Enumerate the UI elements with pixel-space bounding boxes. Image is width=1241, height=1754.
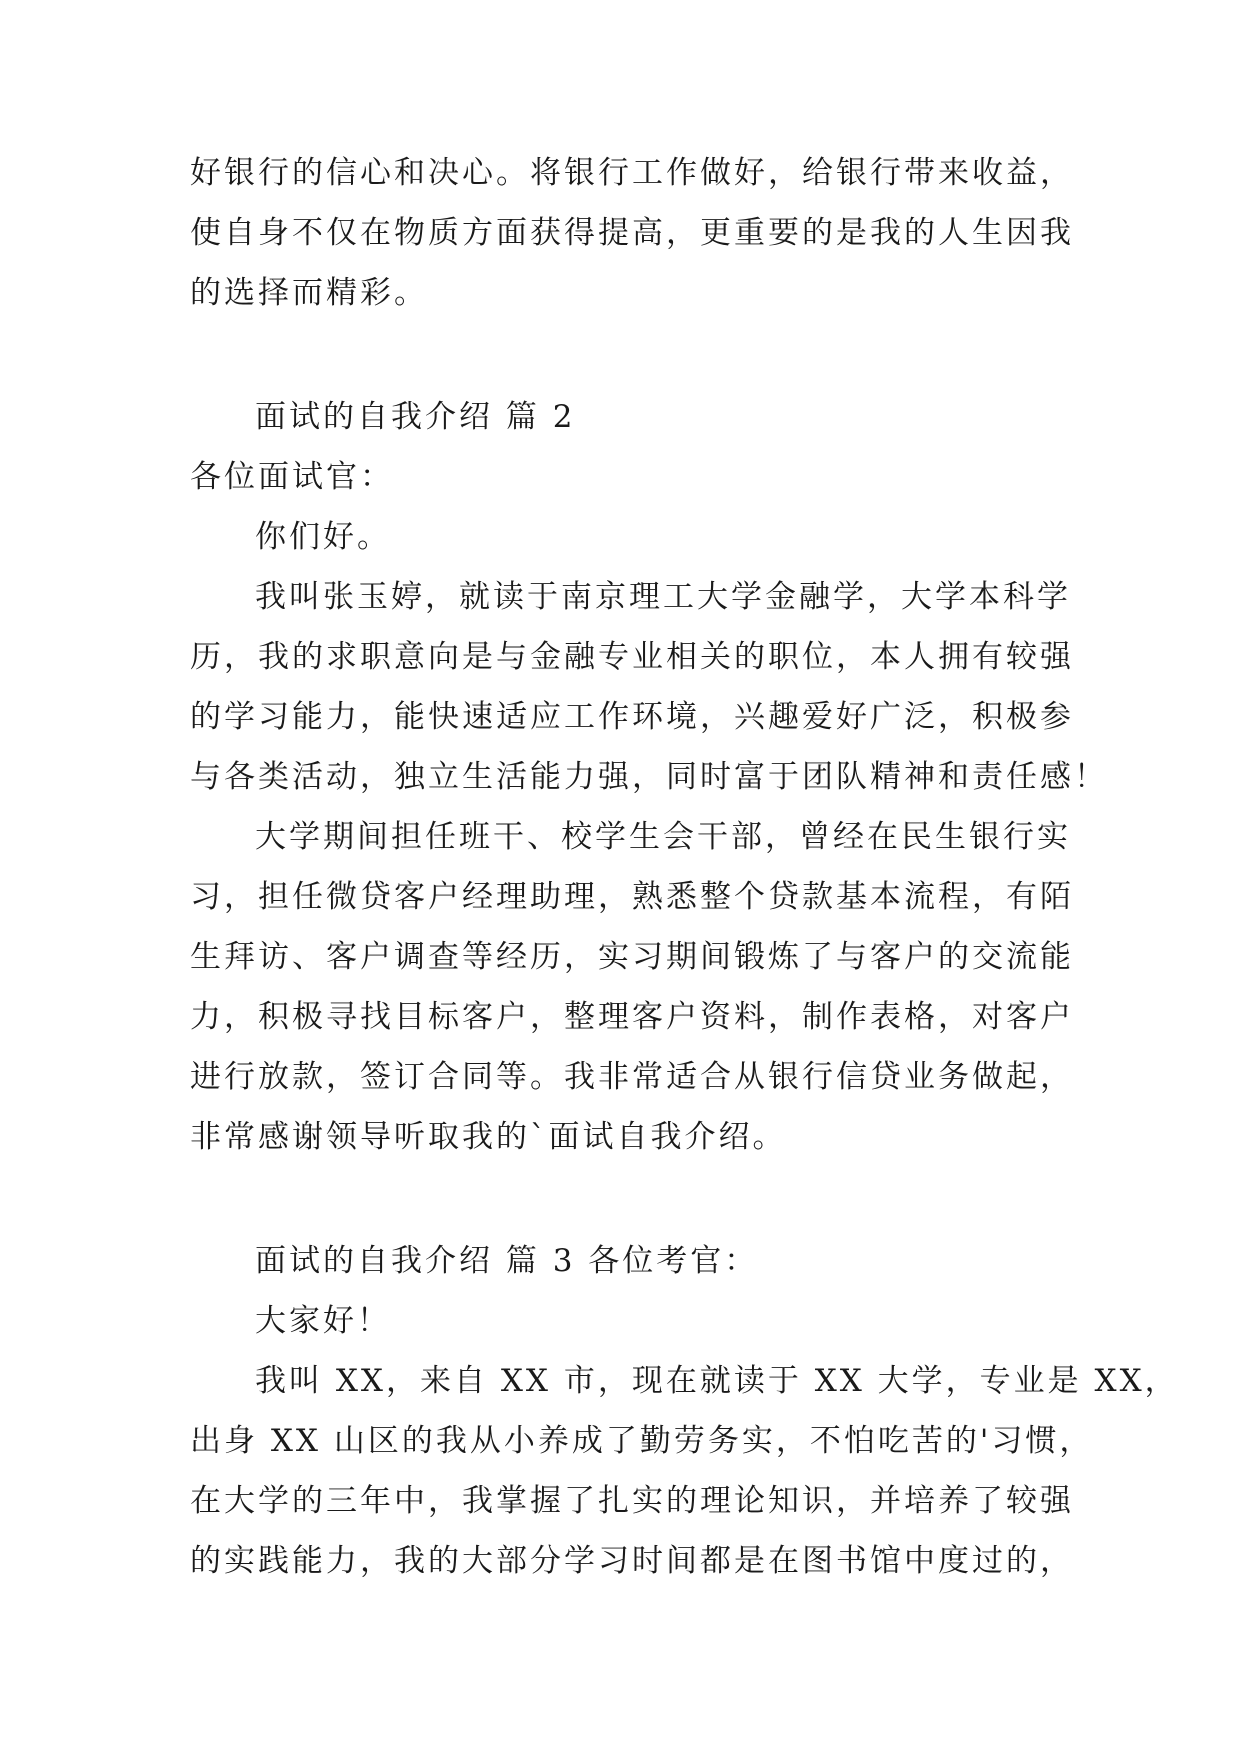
- salutation: 各位面试官：: [190, 459, 394, 495]
- section-heading: 面试的自我介绍 篇 2: [255, 399, 576, 435]
- paragraph-line: 我叫 XX，来自 XX 市，现在就读于 XX 大学，专业是 XX，: [255, 1363, 1179, 1399]
- paragraph-line: 进行放款，签订合同等。我非常适合从银行信贷业务做起，: [190, 1059, 1074, 1095]
- paragraph-line: 好银行的信心和决心。将银行工作做好，给银行带来收益，: [190, 155, 1074, 191]
- paragraph-line: 在大学的三年中，我掌握了扎实的理论知识，并培养了较强: [190, 1483, 1074, 1519]
- paragraph-line: 与各类活动，独立生活能力强，同时富于团队精神和责任感！: [190, 759, 1108, 795]
- greeting: 大家好！: [255, 1303, 391, 1339]
- paragraph-line: 习，担任微贷客户经理助理，熟悉整个贷款基本流程，有陌: [190, 879, 1074, 915]
- section-heading: 面试的自我介绍 篇 3 各位考官：: [255, 1243, 759, 1279]
- paragraph-line: 非常感谢领导听取我的`面试自我介绍。: [190, 1119, 787, 1155]
- paragraph-line: 历，我的求职意向是与金融专业相关的职位，本人拥有较强: [190, 639, 1074, 675]
- paragraph-line: 的选择而精彩。: [190, 275, 428, 311]
- paragraph-line: 我叫张玉婷，就读于南京理工大学金融学，大学本科学: [255, 579, 1071, 615]
- paragraph-line: 出身 XX 山区的我从小养成了勤劳务实，不怕吃苦的'习惯，: [190, 1423, 1094, 1459]
- paragraph-line: 力，积极寻找目标客户，整理客户资料，制作表格，对客户: [190, 999, 1074, 1035]
- paragraph-line: 的学习能力，能快速适应工作环境，兴趣爱好广泛，积极参: [190, 699, 1074, 735]
- greeting: 你们好。: [255, 519, 391, 555]
- paragraph-line: 使自身不仅在物质方面获得提高，更重要的是我的人生因我: [190, 215, 1074, 251]
- paragraph-line: 生拜访、客户调查等经历，实习期间锻炼了与客户的交流能: [190, 939, 1074, 975]
- paragraph-line: 大学期间担任班干、校学生会干部，曾经在民生银行实: [255, 819, 1071, 855]
- paragraph-line: 的实践能力，我的大部分学习时间都是在图书馆中度过的，: [190, 1543, 1074, 1579]
